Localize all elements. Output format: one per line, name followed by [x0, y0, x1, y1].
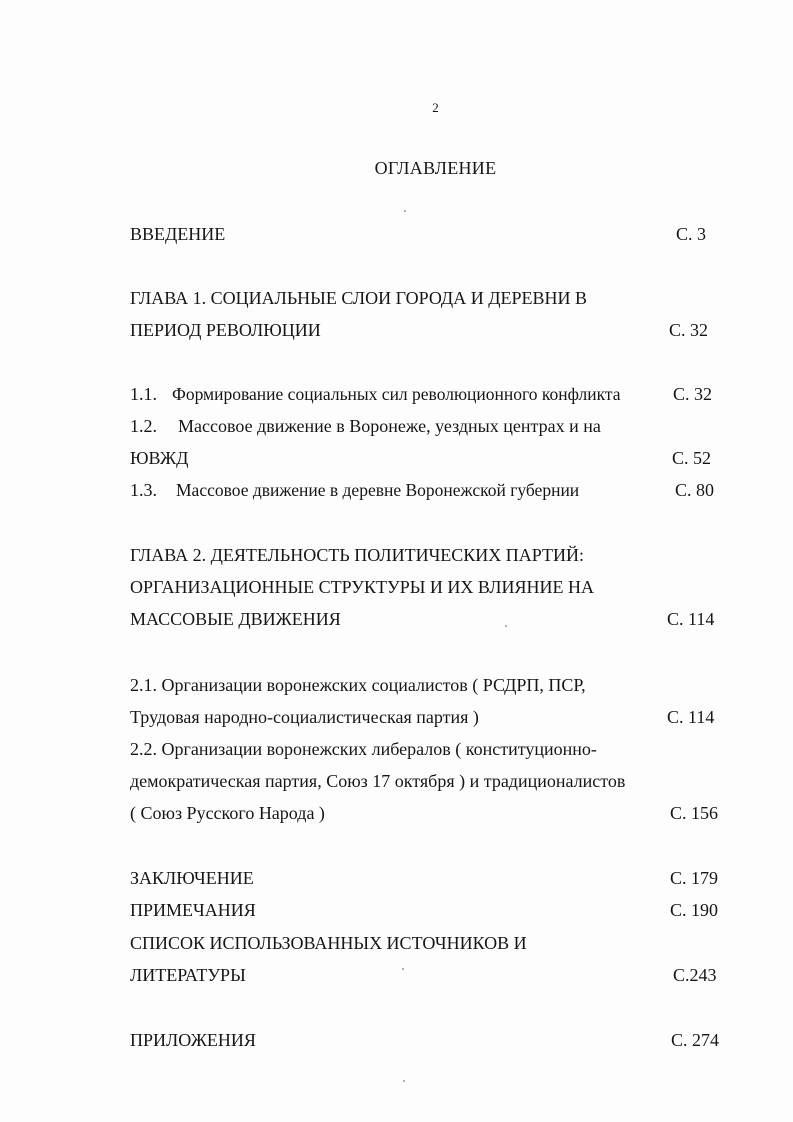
toc-section-1-2-title-line1: Массовое движение в Воронеже, уездных центрах и на — [178, 416, 601, 436]
toc-section-1-2-title-line2: ЮВЖД — [130, 448, 189, 468]
toc-entry-sources-title-line2: ЛИТЕРАТУРЫ — [130, 965, 246, 985]
scan-speck — [505, 625, 507, 627]
toc-section-2-2-page: С. 156 — [670, 803, 719, 823]
toc-heading: ОГЛАВЛЕНИЕ — [374, 158, 497, 178]
toc-chapter2-title-line2: ОРГАНИЗАЦИОННЫЕ СТРУКТУРЫ И ИХ ВЛИЯНИЕ НА — [130, 577, 594, 597]
toc-chapter2-page: С. 114 — [667, 609, 715, 629]
toc-section-1-1-number: 1.1. — [130, 384, 157, 404]
toc-section-2-2-title-line2: демократическая партия, Союз 17 октября ) и традиционалистов — [130, 771, 626, 791]
toc-section-2-1-title-line2: Трудовая народно-социалистическая партия ) — [130, 707, 479, 727]
scan-speck — [402, 968, 404, 970]
toc-section-1-1-page: С. 32 — [673, 384, 713, 404]
scan-speck — [403, 1080, 405, 1082]
toc-chapter2-title-line3: МАССОВЫЕ ДВИЖЕНИЯ — [130, 609, 341, 629]
toc-chapter1-title-line1: ГЛАВА 1. СОЦИАЛЬНЫЕ СЛОИ ГОРОДА И ДЕРЕВНИ В — [130, 288, 587, 308]
toc-chapter1-title-line2: ПЕРИОД РЕВОЛЮЦИИ — [130, 320, 321, 340]
toc-entry-sources-title-line1: СПИСОК ИСПОЛЬЗОВАННЫХ ИСТОЧНИКОВ И — [130, 933, 527, 953]
toc-section-1-2-number: 1.2. — [130, 416, 157, 436]
toc-entry-appendices-page: С. 274 — [671, 1030, 720, 1050]
toc-entry-conclusion-title: ЗАКЛЮЧЕНИЕ — [130, 868, 254, 888]
toc-section-2-1-page: С. 114 — [667, 707, 715, 727]
toc-section-1-2-page: С. 52 — [672, 448, 712, 468]
toc-section-1-3-number: 1.3. — [130, 480, 157, 500]
page-number: 2 — [432, 100, 439, 115]
toc-entry-intro-page: С. 3 — [676, 224, 707, 244]
toc-section-1-3-page: С. 80 — [675, 480, 715, 500]
toc-entry-appendices-title: ПРИЛОЖЕНИЯ — [130, 1030, 256, 1050]
toc-entry-intro-title: ВВЕДЕНИЕ — [130, 224, 226, 244]
toc-chapter2-title-line1: ГЛАВА 2. ДЕЯТЕЛЬНОСТЬ ПОЛИТИЧЕСКИХ ПАРТИЙ: — [130, 545, 584, 565]
toc-entry-notes-page: С. 190 — [670, 900, 719, 920]
toc-entry-notes-title: ПРИМЕЧАНИЯ — [130, 900, 256, 920]
toc-section-2-1-title-line1: 2.1. Организации воронежских социалистов ( РСДРП, ПСР, — [130, 675, 586, 695]
toc-entry-conclusion-page: С. 179 — [670, 868, 719, 888]
toc-section-1-3-title: Массовое движение в деревне Воронежской губернии — [176, 480, 580, 500]
scan-speck — [404, 210, 406, 212]
toc-section-2-2-title-line1: 2.2. Организации воронежских либералов ( конституционно- — [130, 739, 597, 759]
toc-chapter1-page: С. 32 — [669, 320, 709, 340]
toc-section-1-1-title: Формирование социальных сил революционного конфликта — [172, 384, 621, 404]
toc-section-2-2-title-line3: ( Союз Русского Народа ) — [130, 803, 325, 823]
toc-entry-sources-page: С.243 — [673, 965, 717, 985]
